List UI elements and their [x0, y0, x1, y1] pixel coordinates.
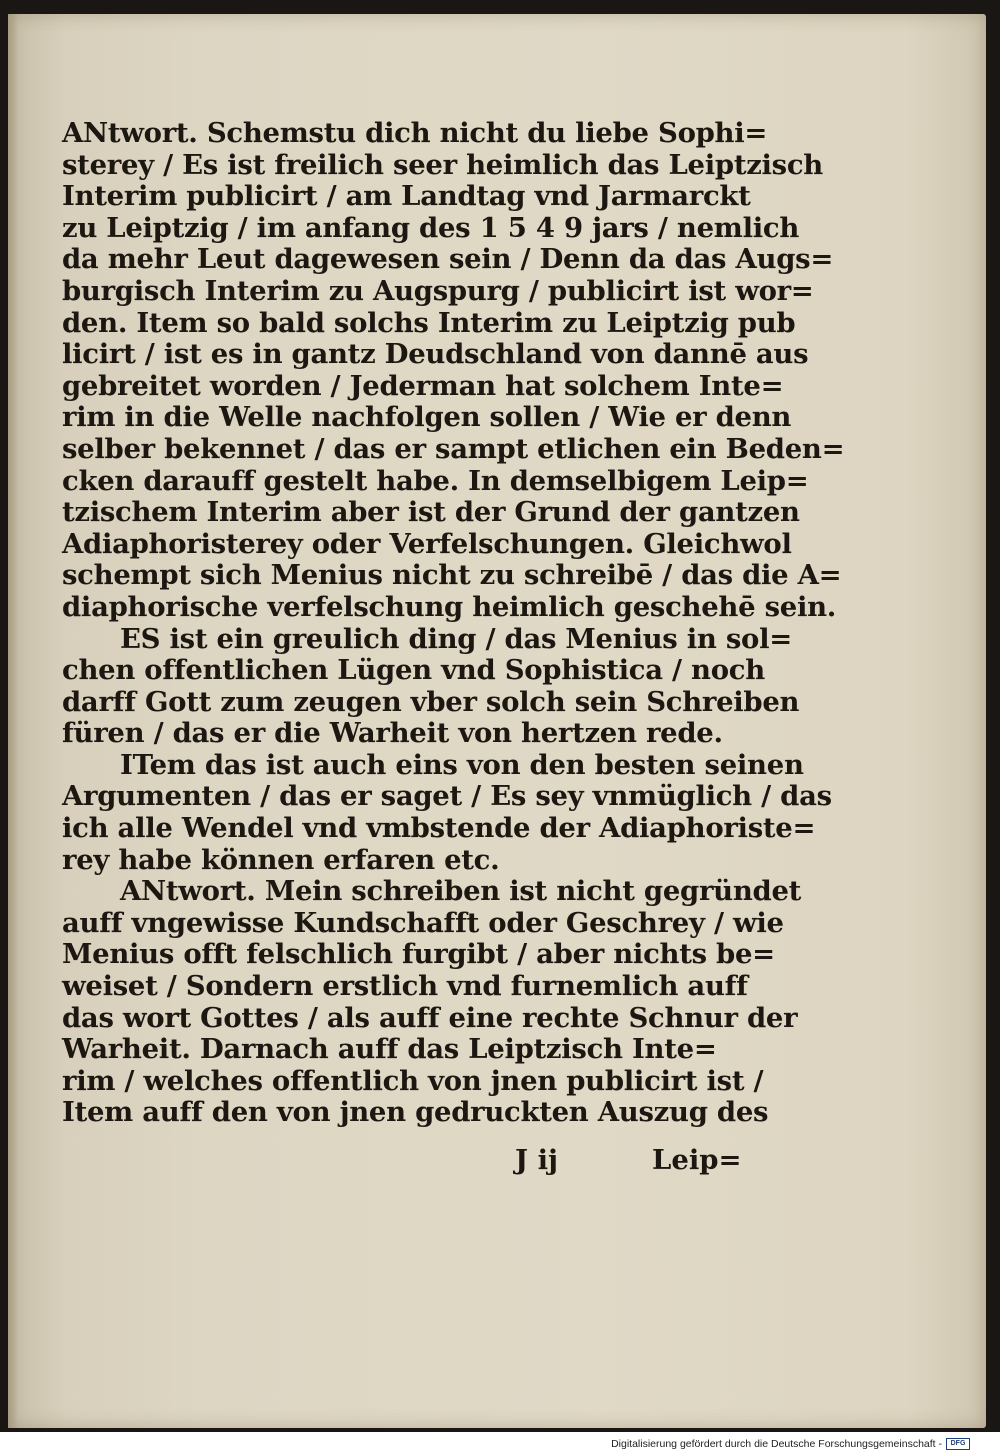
text-line: licirt / ist es in gantz Deudschland von dannē aus	[62, 338, 809, 371]
text-line: tzischem Interim aber ist der Grund der gantzen	[62, 496, 800, 529]
text-line: weiset / Sondern erstlich vnd furnemlich auff	[62, 970, 748, 1003]
footer-text: Digitalisierung gefördert durch die Deutsche Forschungsgemeinschaft -	[611, 1438, 942, 1450]
text-line: rim / welches offentlich von jnen publicirt ist /	[62, 1064, 764, 1097]
text-line: da mehr Leut dagewesen sein / Denn da das Augs=	[62, 243, 834, 276]
text-line: gebreitet worden / Jederman hat solchem Inte=	[62, 369, 784, 402]
text-line: Menius offt felschlich furgibt / aber nichts be=	[62, 938, 775, 971]
text-line: auff vngewisse Kundschafft oder Geschrey / wie	[62, 906, 784, 939]
text-line: chen offentlichen Lügen vnd Sophistica / noch	[62, 654, 765, 687]
text-line: schempt sich Menius nicht zu schreibē / das die A=	[62, 559, 842, 592]
digitization-footer	[611, 1438, 970, 1450]
catchword: Leip=	[652, 1144, 742, 1176]
page-foot	[0, 1144, 1000, 1180]
text-line: Adiaphoristerey oder Verfelschungen. Gleichwol	[62, 527, 792, 560]
text-line: burgisch Interim zu Augspurg / publicirt ist wor=	[62, 274, 814, 307]
text-line: Warheit. Darnach auff das Leiptzisch Inte=	[62, 1033, 717, 1066]
dfg-logo: DFG	[946, 1438, 970, 1450]
text-line: cken darauff gestelt habe. In demselbigem Leip=	[62, 464, 809, 497]
text-line: ich alle Wendel vnd vmbstende der Adiaphoriste=	[62, 812, 816, 845]
text-line: Interim publicirt / am Landtag vnd Jarmarckt	[62, 180, 751, 213]
text-line: sterey / Es ist freilich seer heimlich das Leiptzisch	[62, 148, 824, 181]
text-line: füren / das er die Warheit von hertzen rede.	[62, 717, 723, 750]
text-line: rey habe können erfaren etc.	[62, 843, 500, 876]
text-line: das wort Gottes / als auff eine rechte Schnur der	[62, 1001, 798, 1034]
text-line: ANtwort. Schemstu dich nicht du liebe Sophi=	[62, 117, 768, 149]
text-line: Argumenten / das er saget / Es sey vnmüglich / das	[62, 780, 832, 813]
text-line: selber bekennet / das er sampt etlichen ein Beden=	[62, 432, 845, 465]
signature-mark: J ij	[515, 1144, 558, 1176]
paragraph-start-line: ANtwort. Mein schreiben ist nicht gegründet	[120, 875, 802, 908]
text-line: diaphorische verfelschung heimlich geschehē sein.	[62, 590, 837, 623]
paragraph-start-line: ES ist ein greulich ding / das Menius in sol=	[120, 622, 792, 655]
text-line: Item auff den von jnen gedruckten Auszug des	[62, 1096, 769, 1129]
text-line: den. Item so bald solchs Interim zu Leiptzig pub	[62, 306, 796, 339]
text-line: rim in die Welle nachfolgen sollen / Wie er denn	[62, 401, 792, 434]
text-line: darff Gott zum zeugen vber solch sein Schreiben	[62, 685, 800, 718]
page-gutter-shadow	[8, 14, 18, 1428]
body-text	[62, 117, 845, 1129]
paragraph-start-line: ITem das ist auch eins von den besten seinen	[120, 748, 804, 781]
text-line: zu Leiptzig / im anfang des 1 5 4 9 jars / nemlich	[62, 211, 800, 244]
